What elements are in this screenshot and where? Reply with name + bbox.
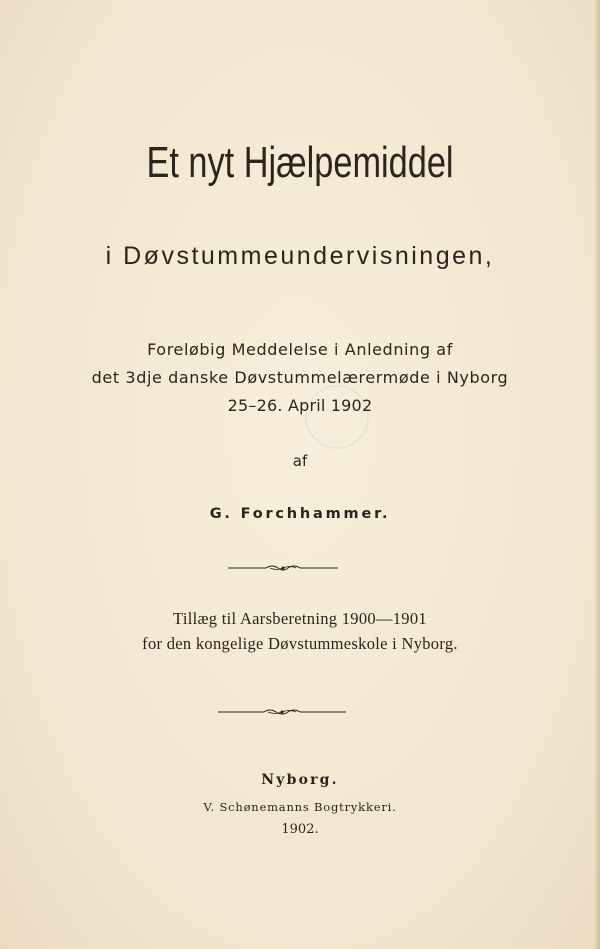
description-line-1: Foreløbig Meddelelse i Anledning af	[147, 340, 453, 359]
book-title: Et nyt Hjælpemiddel	[146, 138, 454, 187]
faint-library-stamp	[305, 385, 369, 449]
imprint-place: Nyborg.	[261, 772, 339, 788]
imprint-year: 1902.	[281, 822, 319, 837]
supplement-line-1: Tillæg til Aarsberetning 1900—1901	[173, 609, 427, 628]
author-name: G. Forchhammer.	[209, 506, 391, 522]
book-subtitle: i Døvstummeundervisningen,	[105, 242, 495, 270]
imprint-printer: V. Schønemanns Bogtrykkeri.	[203, 800, 397, 814]
by-word: af	[292, 452, 308, 470]
ornament-divider-icon	[218, 707, 346, 717]
description-line-2: det 3dje danske Døvstummelærermøde i Nyborg	[91, 368, 509, 387]
supplement-line-2: for den kongelige Døvstummeskole i Nyborg.	[142, 634, 458, 653]
description-line-3: 25–26. April 1902	[227, 396, 373, 415]
ornament-divider-icon	[228, 563, 338, 573]
